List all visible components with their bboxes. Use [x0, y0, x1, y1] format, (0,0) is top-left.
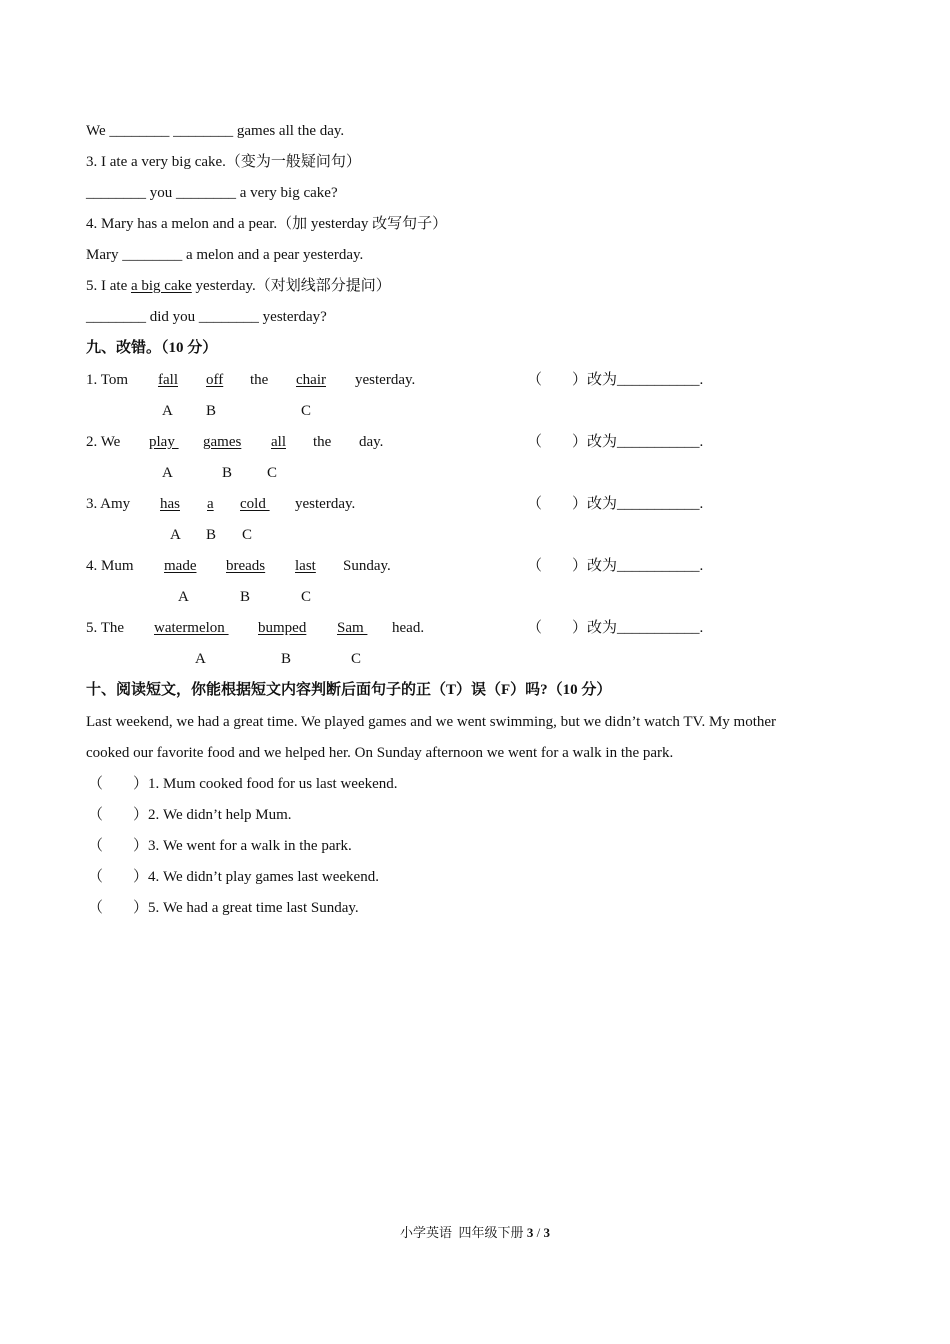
option-c-word: cold [240, 496, 270, 512]
tf-item-1[interactable]: （ ）1. Mum cooked food for us last weekend. [88, 776, 398, 792]
footer-total-pages: 3 [543, 1225, 550, 1240]
question-5-answer: ________ did you ________ yesterday? [86, 309, 327, 325]
label-c: C [301, 403, 312, 419]
option-a-word: play [149, 434, 179, 450]
question-4: 4. Mary has a melon and a pear.（加 yesterday 改写句子） [86, 216, 448, 232]
word: the [250, 372, 269, 388]
footer-separator: / [533, 1225, 544, 1240]
tf-item-2[interactable]: （ ）2. We didn’t help Mum. [88, 807, 292, 823]
question-4-answer: Mary ________ a melon and a pear yesterday. [86, 247, 364, 263]
answer-blank[interactable]: （ ）改为___________. [527, 434, 704, 450]
fill-blank-line: We ________ ________ games all the day. [86, 123, 345, 139]
option-c-word: chair [296, 372, 326, 388]
option-b-word: breads [226, 558, 266, 574]
question-5-suffix: yesterday.（对划线部分提问） [191, 278, 391, 294]
question-3-answer: ________ you ________ a very big cake? [86, 185, 338, 201]
word: Sunday. [343, 558, 391, 574]
option-b-word: bumped [258, 620, 307, 636]
label-b: B [281, 651, 292, 667]
tf-item-3[interactable]: （ ）3. We went for a walk in the park. [88, 838, 352, 854]
question-3: 3. I ate a very big cake.（变为一般疑问句） [86, 154, 361, 170]
option-b-word: games [203, 434, 242, 450]
option-c-word: last [295, 558, 316, 574]
option-c-word: Sam [337, 620, 368, 636]
label-b: B [240, 589, 251, 605]
question-5 [86, 276, 391, 296]
underlined-phrase: a big cake [130, 278, 192, 294]
passage-line-2: cooked our favorite food and we helped her. On Sunday afternoon we went for a walk in the park. [86, 745, 674, 761]
word: day. [359, 434, 384, 450]
item-number: 5. The [86, 620, 125, 636]
footer-page-number: 3 [526, 1225, 534, 1240]
section-10-heading: 十、阅读短文，你能根据短文内容判断后面句子的正（T）误（F）吗?（10 分） [86, 682, 612, 698]
answer-blank[interactable]: （ ）改为___________. [527, 496, 704, 512]
word: yesterday. [295, 496, 356, 512]
answer-blank[interactable]: （ ）改为___________. [527, 372, 704, 388]
item-number: 4. Mum [86, 558, 134, 574]
label-a: A [170, 527, 181, 543]
word: head. [392, 620, 425, 636]
label-b: B [222, 465, 233, 481]
option-a-word: fall [158, 372, 178, 388]
label-a: A [162, 465, 173, 481]
section-9-heading: 九、改错。（10 分） [86, 340, 218, 356]
option-b-word: a [207, 496, 214, 512]
footer-text: 小学英语 四年级下册 [400, 1225, 527, 1240]
tf-item-5[interactable]: （ ）5. We had a great time last Sunday. [88, 900, 359, 916]
word: the [313, 434, 332, 450]
page-footer [0, 1223, 950, 1243]
answer-blank[interactable]: （ ）改为___________. [527, 620, 704, 636]
label-a: A [195, 651, 206, 667]
passage-line-1: Last weekend, we had a great time. We played games and we went swimming, but we didn’t watch TV. My mother [86, 714, 777, 730]
option-b-word: off [206, 372, 224, 388]
option-a-word: has [160, 496, 180, 512]
question-5-prefix: 5. I ate [86, 278, 131, 294]
label-c: C [351, 651, 362, 667]
option-a-word: watermelon [154, 620, 229, 636]
label-c: C [301, 589, 312, 605]
item-number: 1. Tom [86, 372, 129, 388]
label-b: B [206, 403, 217, 419]
label-b: B [206, 527, 217, 543]
word: yesterday. [355, 372, 416, 388]
option-c-word: all [271, 434, 286, 450]
label-a: A [162, 403, 173, 419]
label-c: C [242, 527, 253, 543]
tf-item-4[interactable]: （ ）4. We didn’t play games last weekend. [88, 869, 379, 885]
option-a-word: made [164, 558, 197, 574]
item-number: 3. Amy [86, 496, 131, 512]
label-c: C [267, 465, 278, 481]
answer-blank[interactable]: （ ）改为___________. [527, 558, 704, 574]
item-number: 2. We [86, 434, 121, 450]
label-a: A [178, 589, 189, 605]
